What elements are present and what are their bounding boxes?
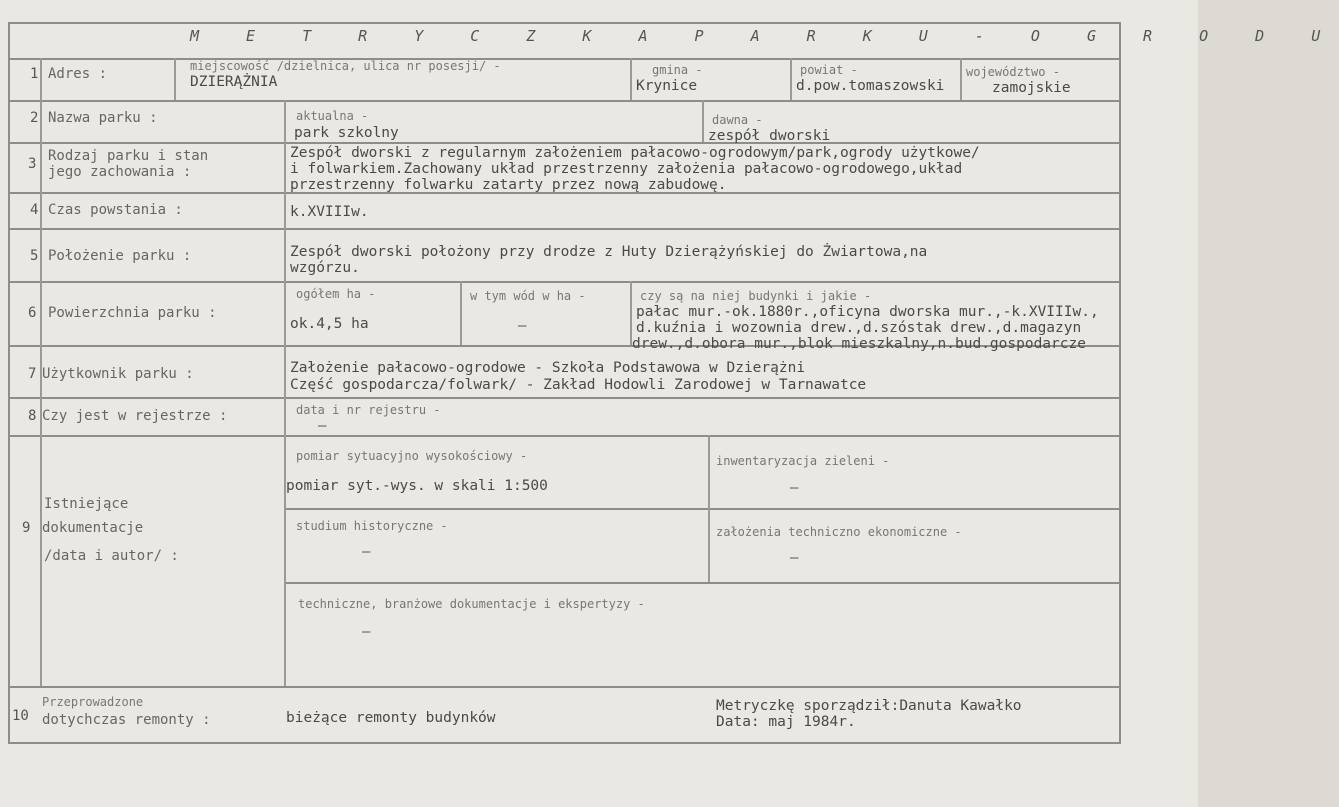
register-label: Czy jest w rejestrze : <box>42 408 228 424</box>
docs-label-line2: dokumentacje <box>42 520 144 536</box>
location-line: wzgórzu. <box>290 260 360 276</box>
buildings-line: d.kuźnia i wozownia drew.,d.szóstak drew.,d.magazyn <box>636 320 1082 336</box>
row-divider <box>8 142 1121 144</box>
row-divider <box>8 686 1121 688</box>
column-divider <box>960 58 962 100</box>
row-divider <box>8 100 1121 102</box>
gmina-value: Krynice <box>636 78 698 94</box>
greenery-value: – <box>790 480 799 496</box>
park-type-label-line1: Rodzaj parku i stan <box>48 148 209 164</box>
row-number: 4 <box>30 202 39 218</box>
user-line: Założenie pałacowo-ogrodowe - Szkoła Podstawowa w Dzierążni <box>290 360 806 376</box>
tech-docs-value: – <box>362 624 371 640</box>
address-label: Adres : <box>48 66 108 82</box>
row-divider <box>284 508 1121 510</box>
row-divider <box>8 228 1121 230</box>
column-divider <box>790 58 792 100</box>
row-number: 9 <box>22 520 31 536</box>
history-study-value: – <box>362 544 371 560</box>
column-divider <box>702 100 704 142</box>
former-name-value: zespół dworski <box>708 128 831 144</box>
docs-label-line3: /data i autor/ : <box>44 548 179 564</box>
column-divider <box>284 100 286 686</box>
user-label: Użytkownik parku : <box>42 366 194 382</box>
tech-docs-label: techniczne, branżowe dokumentacje i ekspertyzy - <box>298 597 645 611</box>
row-number: 8 <box>28 408 37 424</box>
park-type-line: Zespół dworski z regularnym założeniem pałacowo-ogrodowym/park,ogrody użytkowe/ <box>290 145 980 161</box>
register-date-value: – <box>318 418 327 434</box>
locality-value: DZIERĄŻNIA <box>190 74 278 90</box>
powiat-value: d.pow.tomaszowski <box>796 78 945 94</box>
column-divider <box>460 281 462 345</box>
current-name-label: aktualna - <box>296 109 369 123</box>
greenery-label: inwentaryzacja zieleni - <box>716 454 890 468</box>
powiat-label: powiat - <box>800 63 858 77</box>
row-number: 6 <box>28 305 37 321</box>
area-row-label: Powierzchnia parku : <box>48 305 217 321</box>
row-number: 3 <box>28 156 37 172</box>
row-divider <box>284 582 1121 584</box>
author-line: Metryczkę sporządził:Danuta Kawałko <box>716 698 1022 714</box>
row-number: 2 <box>30 110 39 126</box>
water-area-label: w tym wód w ha - <box>470 289 586 303</box>
park-name-label: Nazwa parku : <box>48 110 158 126</box>
register-date-label: data i nr rejestru - <box>296 403 441 417</box>
location-label: Położenie parku : <box>48 248 192 264</box>
column-divider <box>708 435 710 582</box>
locality-label: miejscowość /dzielnica, ulica nr posesji/ - <box>190 59 501 73</box>
row-divider <box>8 435 1121 437</box>
row-number: 1 <box>30 66 39 82</box>
total-area-value: ok.4,5 ha <box>290 316 369 332</box>
voivodeship-label: województwo - <box>966 65 1060 79</box>
park-type-line: i folwarkiem.Zachowany układ przestrzenny założenia pałacowo-ogrodowego,układ <box>290 161 963 177</box>
date-line: Data: maj 1984r. <box>716 714 856 730</box>
history-study-label: studium historyczne - <box>296 519 448 533</box>
row-divider <box>8 281 1121 283</box>
former-name-label: dawna - <box>712 113 763 127</box>
park-type-line: przestrzenny folwarku zatarty przez nową zabudowę. <box>290 177 727 193</box>
survey-label: pomiar sytuacyjno wysokościowy - <box>296 449 528 463</box>
row-number: 5 <box>30 248 39 264</box>
total-area-label: ogółem ha - <box>296 287 376 301</box>
repairs-label-line1: Przeprowadzone <box>42 695 144 709</box>
park-type-label-line2: jego zachowania : <box>48 164 192 180</box>
row-number: 7 <box>28 366 37 382</box>
location-line: Zespół dworski położony przy drodze z Huty Dzierążyńskiej do Żwiartowa,na <box>290 244 928 260</box>
repairs-value: bieżące remonty budynków <box>286 710 496 726</box>
buildings-line: drew.,d.obora mur.,blok mieszkalny,n.bud.gospodarcze <box>632 336 1086 352</box>
origin-time-label: Czas powstania : <box>48 202 183 218</box>
buildings-line: pałac mur.-ok.1880r.,oficyna dworska mur.,-k.XVIIIw., <box>636 304 1099 320</box>
buildings-label: czy są na niej budynki i jakie - <box>640 289 872 303</box>
tech-eco-label: założenia techniczno ekonomiczne - <box>716 525 962 539</box>
repairs-label-line2: dotychczas remonty : <box>42 712 211 728</box>
column-divider <box>174 58 176 100</box>
docs-label-line1: Istniejące <box>44 496 129 512</box>
user-line: Część gospodarcza/folwark/ - Zakład Hodowli Zarodowej w Tarnawatce <box>290 377 867 393</box>
form-title: M E T R Y C Z K A P A R K U - O G R O D U <box>190 27 1339 45</box>
row-number: 10 <box>12 708 29 724</box>
survey-value: pomiar syt.-wys. w skali 1:500 <box>286 478 548 494</box>
origin-time-value: k.XVIIIw. <box>290 204 369 220</box>
column-divider <box>630 58 632 100</box>
gmina-label: gmina - <box>652 63 703 77</box>
current-name-value: park szkolny <box>294 125 399 141</box>
water-area-value: – <box>518 318 527 334</box>
tech-eco-value: – <box>790 550 799 566</box>
row-divider <box>8 397 1121 399</box>
voivodeship-value: zamojskie <box>992 80 1071 96</box>
